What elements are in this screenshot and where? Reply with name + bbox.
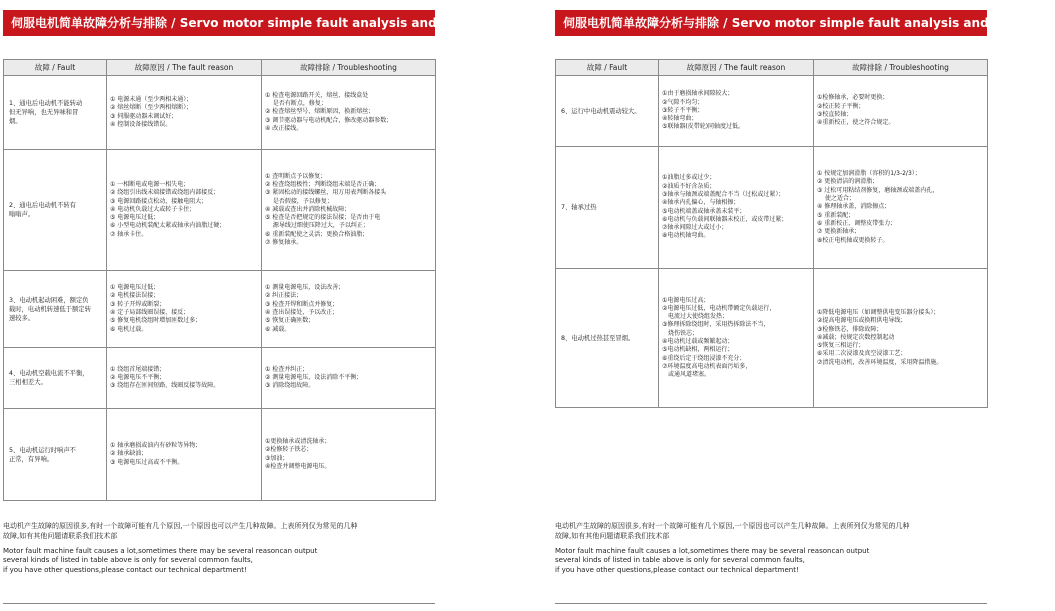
reason-cell xyxy=(107,150,262,271)
reason-item: ③ 电源电压过高或不平衡。 xyxy=(110,458,184,466)
fix-item: ③ 消除绕组故障。 xyxy=(265,382,315,390)
footnote xyxy=(3,522,435,575)
fix-item: ③ 过松可用粘结剂修复，磨轴颈或端盖内孔， xyxy=(817,186,939,194)
fix-item: ④重新校正，使之符合规定。 xyxy=(817,119,895,127)
reason-item: ② 熔丝熔断（至少两相熔断）； xyxy=(110,104,193,112)
reason-item: ③轴承与轴颈或端盖配合不当（过松或过紧）； xyxy=(662,190,785,198)
fault-table xyxy=(555,59,988,408)
reason-item: ③修理拆除绕组时，采用热拆除法不当， xyxy=(662,321,770,329)
fault-line: 4、电动机空载电流不平衡， xyxy=(9,370,89,377)
bottom-divider xyxy=(555,603,987,604)
left-page xyxy=(3,0,503,611)
footnote xyxy=(555,522,987,575)
fix-item: ⑦ 修复轴承。 xyxy=(265,239,303,247)
fix-cell xyxy=(262,348,436,409)
fault-line: 正常，有异响。 xyxy=(9,455,54,463)
fix-item: 源导线过细使压降过大，予以纠正； xyxy=(265,222,369,230)
bottom-divider xyxy=(3,603,435,604)
table-row xyxy=(4,150,436,271)
fault-line: 但无异响，也无异味和冒 xyxy=(9,109,79,116)
fix-item: 使之适合； xyxy=(817,195,855,203)
fix-item: ⑥ 重新校正，调整皮带张力； xyxy=(817,219,897,227)
reason-item: 电流过大使绕组发热； xyxy=(662,313,729,321)
reason-item: ⑥电动机与负载间联轴器未校正，或皮带过紧； xyxy=(662,215,788,223)
reason-item: ④ 电动机负载过大或转子卡住； xyxy=(110,205,196,213)
reason-item: ② 电源电压不平衡； xyxy=(110,373,166,381)
fix-item: ⑤ 重新装配； xyxy=(817,211,855,219)
note-cn-line: 电动机产生故障的原因很多,有时一个故障可能有几个原因,一个原因也可以产生几种故障。上表所列仅为常见的几种 xyxy=(3,522,358,530)
fix-item: ③加油； xyxy=(265,454,289,462)
fix-item: ⑥ 减载。 xyxy=(265,325,291,333)
banner-title: 伺服电机简单故障分析与排除 / Servo motor simple fault analysis and ruled out xyxy=(3,10,435,36)
fix-cell xyxy=(262,76,436,150)
table-row xyxy=(4,271,436,348)
header-reason: 故障原因 / The fault reason xyxy=(107,60,262,76)
fix-item: ④减载；按规定次数控制起动 xyxy=(817,333,895,341)
reason-item: ①由于磨损轴承间隙较大； xyxy=(662,90,734,98)
reason-cell xyxy=(107,271,262,348)
fault-line: 1、通电后电动机不能转动 xyxy=(9,100,83,107)
fix-item: ③校直转轴； xyxy=(817,111,853,118)
fix-cell xyxy=(814,269,988,408)
reason-item: ④轴承内孔偏心，与轴相擦； xyxy=(662,199,740,207)
fix-item: ③ 检查开焊和断点并修复； xyxy=(265,300,339,308)
reason-item: ①油脂过多或过少； xyxy=(662,174,716,182)
fix-item: ④ 修理轴承盖，消除擦点； xyxy=(817,203,891,211)
reason-item: ⑥ 电机过载。 xyxy=(110,325,148,333)
reason-item: ⑦ 轴承卡住。 xyxy=(110,230,148,238)
reason-item: ⑤ 修复电机绕组时增加匝数过多； xyxy=(110,317,202,325)
table-row xyxy=(556,76,988,147)
fix-item: ① 检查并纠正； xyxy=(265,365,309,373)
fault-line: 烟。 xyxy=(9,118,22,125)
fix-item: ④ 减载或查出并消除机械故障； xyxy=(265,205,351,213)
reason-item: ① 电源电压过低； xyxy=(110,284,160,292)
fault-table xyxy=(3,59,436,501)
fix-cell xyxy=(262,150,436,271)
fault-line: 载时，电动机转速低于额定转 xyxy=(9,305,91,313)
header-fix: 故障排除 / Troubleshooting xyxy=(262,60,436,76)
reason-item: ① 轴承磨损或油内有砂粒等异物； xyxy=(110,442,202,450)
note-en-line: if you have other questions,please contact our technical department! xyxy=(555,565,799,574)
reason-cell xyxy=(659,147,814,269)
reason-item: ② 电机接法误接； xyxy=(110,292,160,300)
fix-item: ③ 调节驱动器与电动机配合，修改驱动器参数； xyxy=(265,116,393,124)
fix-item: ①检修轴承，必要时更换； xyxy=(817,94,889,102)
fault-line: 6、运行中电动机震动较大。 xyxy=(561,107,641,115)
fix-item: ① 测量电源电压，设法改善； xyxy=(265,284,345,292)
fix-item: ⑥ 重新装配使之灵活；更换合格油脂； xyxy=(265,230,369,238)
fix-item: ⑥采用二次浸漆及真空浸漆工艺； xyxy=(817,350,907,358)
reason-item: ⑤电动机缺相，两相运行； xyxy=(662,346,734,354)
fix-item: ① 按规定加润滑脂（容积的1/3-2/3）； xyxy=(817,170,921,178)
fix-item: ② 检查绕组极性；判断绕组末端是否正确； xyxy=(265,180,381,188)
fix-item: ① 检查电源回路开关，熔丝、接线盒处 xyxy=(265,91,369,99)
reason-item: ④ 定子局部线圈误接、接反； xyxy=(110,309,190,316)
note-en-line: several kinds of listed in table above is only for several common faults, xyxy=(555,556,805,565)
reason-item: ②电源电压过低，电动机带额定负载运行， xyxy=(662,304,776,312)
reason-item: ②油质不好含杂质； xyxy=(662,182,716,190)
reason-item: ⑤ 电源电压过低； xyxy=(110,214,160,222)
fix-item: ① 查明断点予以修复； xyxy=(265,172,327,180)
fix-item: ② 检查熔丝型号、熔断原因，换新熔丝； xyxy=(265,108,375,116)
reason-item: ⑥ 小型电动机装配太紧或轴承内油脂过硬； xyxy=(110,222,226,230)
header-fault: 故障 / Fault xyxy=(4,60,107,76)
reason-item: ②气隙不均匀； xyxy=(662,98,704,106)
fault-cell xyxy=(556,147,659,269)
reason-cell xyxy=(659,269,814,408)
fault-cell xyxy=(4,76,107,150)
table-row xyxy=(4,348,436,409)
fix-item: ①降低电源电压（如调整供电变压器分接头）； xyxy=(817,308,940,316)
fix-item: ② 更换清洁的润滑脂； xyxy=(817,178,879,186)
reason-item: ⑤联轴器(皮带轮)同轴度过低。 xyxy=(662,123,745,131)
banner-title: 伺服电机简单故障分析与排除 / Servo motor simple fault analysis and ruled out xyxy=(555,10,987,36)
fault-cell xyxy=(556,269,659,408)
fix-cell xyxy=(814,76,988,147)
fix-item: ② 纠正接法； xyxy=(265,292,303,300)
fix-item: 是否假接，予以修复； xyxy=(265,197,333,205)
header-fault: 故障 / Fault xyxy=(556,60,659,76)
reason-item: 烧伤铁芯； xyxy=(662,329,699,337)
note-en-line: Motor fault machine fault causes a lot,sometimes there may be several reasoncan output xyxy=(3,547,318,555)
fix-item: ④检查并调整电源电压。 xyxy=(265,462,331,470)
fix-cell xyxy=(814,147,988,269)
reason-item: ② 轴承缺油； xyxy=(110,450,148,458)
table-row xyxy=(4,76,436,150)
table-row xyxy=(556,269,988,408)
fault-line: 速较多。 xyxy=(9,314,35,322)
reason-item: ⑧电动机轴弯曲。 xyxy=(662,232,710,240)
fix-item: ⑤ 检查是否把规定的接法误接；是否由于电 xyxy=(265,214,381,222)
fix-item: ①更换轴承或清洗轴承； xyxy=(265,437,331,445)
reason-item: ④电动机过载或频繁起动； xyxy=(662,338,734,345)
reason-item: ⑦轴承间隙过大或过小； xyxy=(662,224,728,232)
header-fix: 故障排除 / Troubleshooting xyxy=(814,60,988,76)
reason-item: ③ 转子开焊或断裂； xyxy=(110,300,166,308)
reason-item: ①电源电压过高； xyxy=(662,296,710,304)
fix-item: ⑦清洗电动机，改善环境温度，采用降温措施。 xyxy=(817,358,943,366)
fix-item: ③ 紧固松动的接线螺丝，用万用表判断各接头 xyxy=(265,189,387,197)
fix-item: ⑤ 恢复正确匝数； xyxy=(265,317,315,325)
fix-item: ②提高电源电压或换粗供电导线； xyxy=(817,317,907,325)
fix-item: ④ 改正接线。 xyxy=(265,124,303,132)
reason-item: ① 电源未通（至少两相未通）； xyxy=(110,95,193,103)
fault-cell xyxy=(556,76,659,147)
fault-cell xyxy=(4,150,107,271)
reason-item: ⑦环境温度高电动机表面污垢多， xyxy=(662,362,752,370)
note-en-line: if you have other questions,please contact our technical department! xyxy=(3,565,247,574)
reason-cell xyxy=(107,76,262,150)
reason-item: ③转子不平衡； xyxy=(662,106,704,114)
fix-item: ② 测量电源电压，设法消除不平衡； xyxy=(265,373,363,381)
fix-cell xyxy=(262,271,436,348)
reason-item: ③ 电源回路接点松动，接触电阻大； xyxy=(110,197,208,205)
reason-item: ③ 绕组存在匝间短路、线圈反接等故障。 xyxy=(110,382,220,390)
right-page xyxy=(555,0,1055,611)
fix-item: ②校正转子平衡； xyxy=(817,102,865,110)
fix-item: 是否有断点，修复； xyxy=(265,100,327,108)
fix-item: ④ 查出误接处，予以改正； xyxy=(265,309,339,316)
fault-line: 嗡嗡声。 xyxy=(9,211,35,218)
fault-line: 2、通电后电动机不转有 xyxy=(9,202,76,209)
fix-item: ⑧校正电机轴或更换转子。 xyxy=(817,236,889,244)
reason-item: 或通风道堵塞。 xyxy=(662,371,711,379)
fault-cell xyxy=(4,271,107,348)
reason-item: ① 一相断电或电源一相失电； xyxy=(110,180,190,188)
fault-cell xyxy=(4,348,107,409)
fault-line: 7、轴承过热 xyxy=(561,204,597,211)
reason-item: ③ 伺服驱动器未调试好； xyxy=(110,112,178,120)
reason-item: ② 绕组引出线末端接错或绕组内部接反； xyxy=(110,189,220,197)
header-reason: 故障原因 / The fault reason xyxy=(659,60,814,76)
fault-line: 5、电动机运行时响声不 xyxy=(9,446,76,454)
note-cn-line: 电动机产生故障的原因很多,有时一个故障可能有几个原因,一个原因也可以产生几种故障。上表所列仅为常见的几种 xyxy=(555,522,910,530)
reason-cell xyxy=(107,409,262,501)
reason-item: ⑥重绕后定于绕组浸漆不充分； xyxy=(662,354,746,362)
fix-cell xyxy=(262,409,436,501)
reason-cell xyxy=(659,76,814,147)
note-en-line: several kinds of listed in table above is only for several common faults, xyxy=(3,556,253,565)
reason-item: ① 绕组首尾端接错； xyxy=(110,365,166,373)
table-row xyxy=(4,409,436,501)
fix-item: ⑤恢复三相运行； xyxy=(817,342,865,350)
fault-cell xyxy=(4,409,107,501)
table-header-row xyxy=(556,60,988,76)
reason-item: ④转轴弯曲； xyxy=(662,115,698,123)
table-header-row xyxy=(4,60,436,76)
note-cn-line: 故障,如有其他问题请联系我们技术部 xyxy=(3,531,118,540)
reason-item: ④ 控制设备接线错误。 xyxy=(110,120,172,128)
fix-item: ②检修转子铁芯； xyxy=(265,446,313,454)
fix-item: ③检修铁芯，排除故障； xyxy=(817,325,883,333)
note-cn-line: 故障,如有其他问题请联系我们技术部 xyxy=(555,531,670,540)
fault-line: 8、电动机过热甚至冒烟。 xyxy=(561,334,635,342)
reason-cell xyxy=(107,348,262,409)
reason-item: ⑤电动机端盖或轴承盖未装平； xyxy=(662,207,746,215)
fault-line: 3、电动机起动困难，额定负 xyxy=(9,296,89,304)
table-row xyxy=(556,147,988,269)
fix-item: ⑦ 更换新轴承； xyxy=(817,228,861,236)
note-en-line: Motor fault machine fault causes a lot,sometimes there may be several reasoncan output xyxy=(555,547,870,555)
fault-line: 三相相差大。 xyxy=(9,379,47,386)
